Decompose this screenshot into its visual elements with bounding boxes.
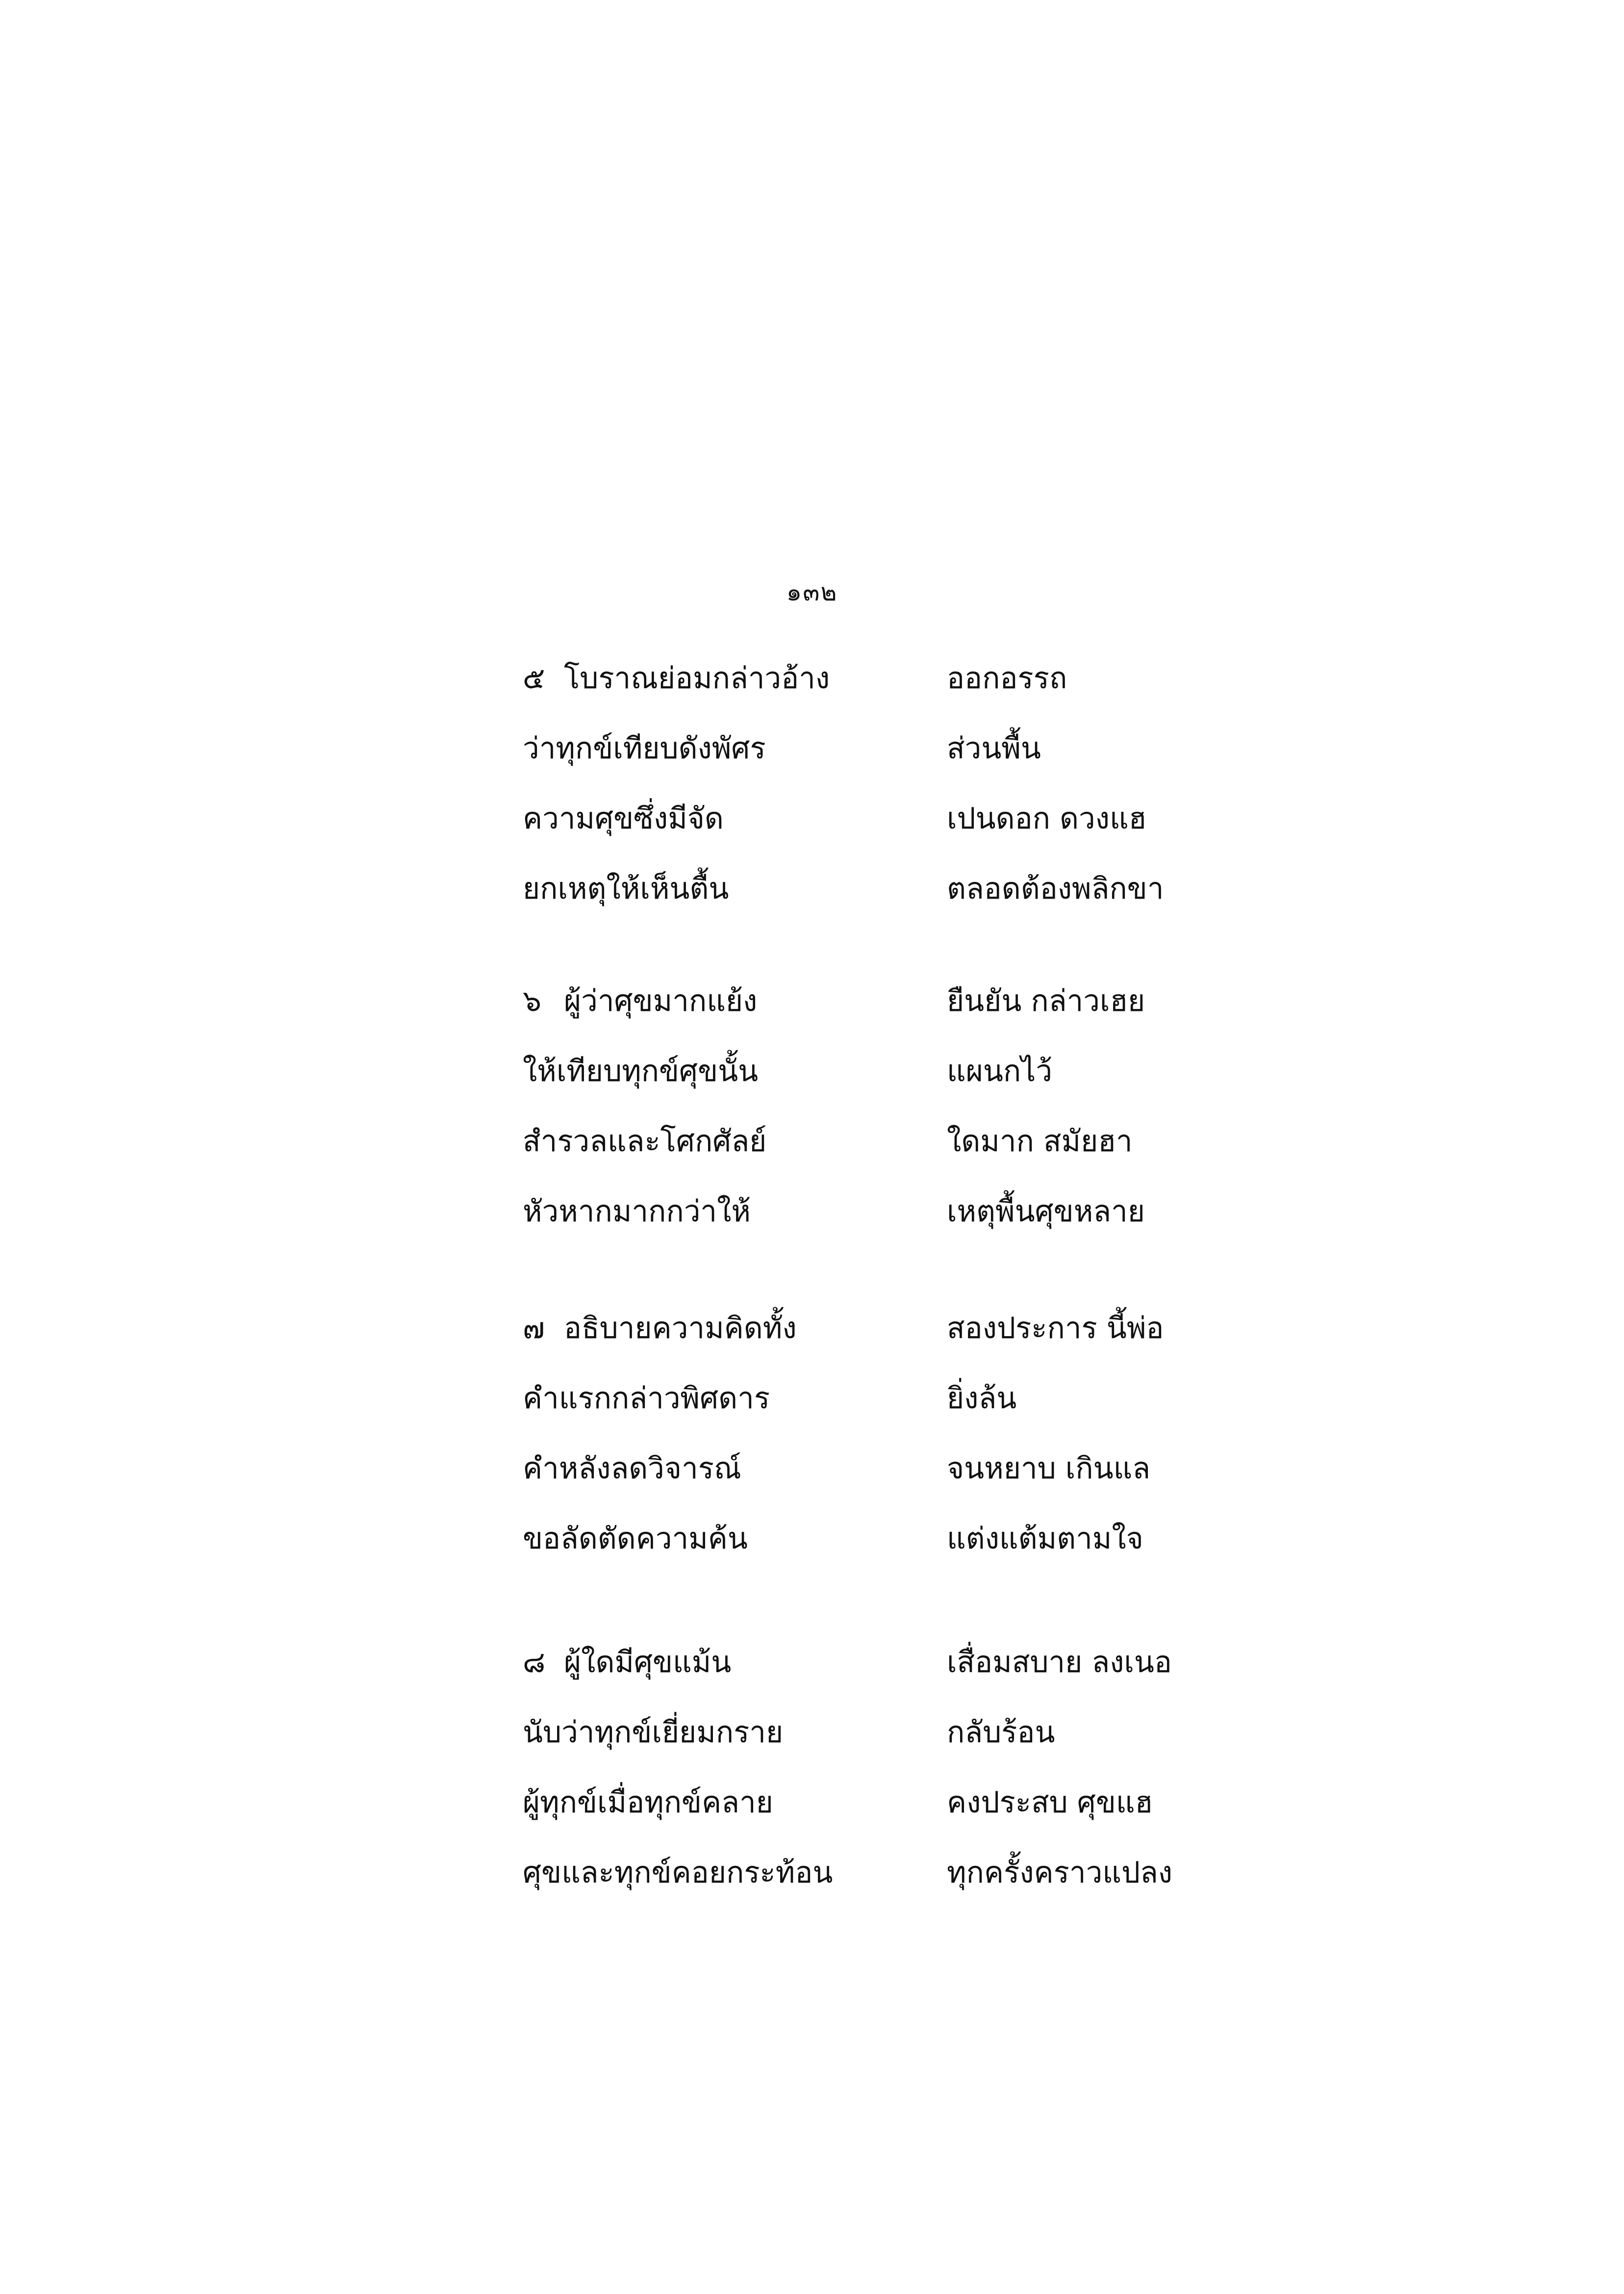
verse-first-half bbox=[523, 644, 830, 714]
verse-second-half: เหตุพื้นศุขหลาย bbox=[947, 1194, 1145, 1229]
verse-first-half: คำหลังลดวิจารณ์ bbox=[523, 1451, 741, 1486]
verse-second-half: แต่งแต้มตามใจ bbox=[947, 1521, 1143, 1556]
verse-first-half bbox=[523, 1293, 797, 1364]
verse-second-half: ทุกครั้งคราวแปลง bbox=[947, 1856, 1173, 1890]
verse-line bbox=[523, 1434, 1219, 1504]
verse-first-half bbox=[523, 1627, 731, 1698]
stanza-6 bbox=[523, 966, 1219, 1247]
verse-second-half: เปนดอก ดวงแฮ bbox=[947, 801, 1147, 836]
verse-first-half: ว่าทุกข์เทียบดังพัศร bbox=[523, 731, 766, 766]
verse-line bbox=[523, 1177, 1219, 1247]
verse-first-half-text: โบราณย่อมกล่าวอ้าง bbox=[564, 661, 830, 696]
stanza-7 bbox=[523, 1293, 1219, 1574]
stanza-number: ๕ bbox=[523, 661, 545, 696]
verse-second-half: ตลอดต้องพลิกขา bbox=[947, 872, 1164, 906]
verse-line bbox=[523, 1036, 1219, 1107]
verse-first-half-text: ผู้ว่าศุขมากแย้ง bbox=[564, 984, 758, 1018]
verse-first-half-text: อธิบายความคิดทั้ง bbox=[564, 1311, 797, 1345]
verse-first-half: ศุขและทุกข์คอยกระท้อน bbox=[523, 1856, 833, 1890]
verse-line bbox=[523, 1698, 1219, 1768]
stanza-5 bbox=[523, 644, 1219, 924]
verse-first-half: ความศุขซึ่งมีจัด bbox=[523, 801, 724, 836]
verse-first-half: นับว่าทุกข์เยี่ยมกราย bbox=[523, 1715, 784, 1750]
verse-second-half: แผนกไว้ bbox=[947, 1054, 1053, 1088]
verse-line bbox=[523, 644, 1219, 714]
verse-line bbox=[523, 1293, 1219, 1364]
verse-second-half: ยิ่งล้น bbox=[947, 1381, 1017, 1416]
verse-second-half: ส่วนพื้น bbox=[947, 731, 1041, 766]
verse-line bbox=[523, 1364, 1219, 1434]
verse-line bbox=[523, 714, 1219, 784]
verse-line bbox=[523, 784, 1219, 854]
verse-second-half: จนหยาบ เกินแล bbox=[947, 1451, 1151, 1486]
verse-second-half: คงประสบ ศุขแฮ bbox=[947, 1785, 1153, 1820]
verse-line bbox=[523, 1504, 1219, 1574]
verse-first-half: ให้เทียบทุกข์ศุขนั้น bbox=[523, 1054, 759, 1088]
verse-line bbox=[523, 1768, 1219, 1838]
verse-first-half: ผู้ทุกข์เมื่อทุกข์คลาย bbox=[523, 1785, 773, 1820]
stanza-number: ๘ bbox=[523, 1645, 546, 1679]
verse-first-half: สำรวลและโศกศัลย์ bbox=[523, 1124, 767, 1159]
verse-line bbox=[523, 966, 1219, 1036]
verse-first-half-text: ผู้ใดมีศุขแม้น bbox=[564, 1645, 732, 1679]
verse-second-half: เสื่อมสบาย ลงเนอ bbox=[947, 1645, 1172, 1679]
verse-second-half: กลับร้อน bbox=[947, 1715, 1055, 1750]
verse-line bbox=[523, 1838, 1219, 1908]
verse-first-half bbox=[523, 966, 757, 1036]
verse-first-half: ยกเหตุให้เห็นตื้น bbox=[523, 872, 729, 906]
stanza-number: ๖ bbox=[523, 984, 542, 1018]
verse-second-half: ยืนยัน กล่าวเฮย bbox=[947, 984, 1145, 1018]
verse-line bbox=[523, 854, 1219, 924]
verse-second-half: สองประการ นี้พ่อ bbox=[947, 1311, 1164, 1345]
verse-line bbox=[523, 1627, 1219, 1698]
verse-first-half: คำแรกกล่าวพิศดาร bbox=[523, 1381, 770, 1416]
verse-first-half: หัวหากมากกว่าให้ bbox=[523, 1194, 751, 1229]
verse-second-half: ออกอรรถ bbox=[947, 661, 1067, 696]
stanza-number: ๗ bbox=[523, 1311, 545, 1345]
verse-second-half: ใดมาก สมัยฮา bbox=[947, 1124, 1133, 1159]
page-number: ๑๓๒ bbox=[786, 578, 838, 606]
stanza-8 bbox=[523, 1627, 1219, 1908]
verse-first-half: ขอลัดตัดความค้น bbox=[523, 1521, 748, 1556]
verse-line bbox=[523, 1107, 1219, 1177]
